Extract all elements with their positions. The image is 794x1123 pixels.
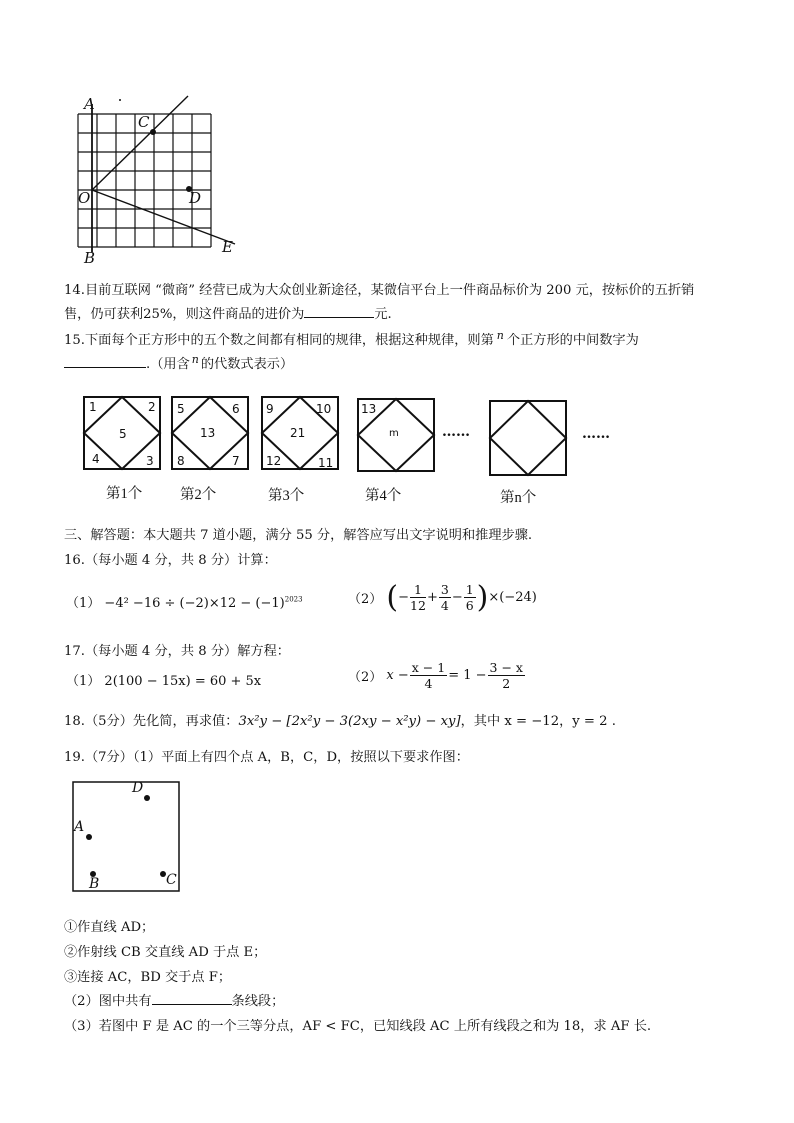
label-D: D [189, 189, 202, 207]
caption-2: 第2个 [180, 487, 217, 503]
q17-p1-expr: 2(100 − 15x) = 60 + 5x [104, 674, 262, 689]
q14-text-a: 售，仍可获利25%，则这件商品的进价为 [64, 307, 305, 322]
q15-line1 [64, 329, 639, 348]
q16-f1n: 1 [410, 582, 426, 598]
caption-1: 第1个 [106, 486, 143, 502]
q14-answer-blank[interactable] [304, 303, 374, 318]
q15-line2 [64, 353, 293, 372]
q17-p2-label: （2） [348, 670, 383, 685]
q19-label-D: D [132, 780, 144, 796]
sq2-bl: 8 [177, 454, 185, 468]
sq1-br: 3 [146, 454, 154, 468]
q16-part2: （2） (− $\frac{1}{12}$ + $\frac{3}{4}$ − $\frac{1}{6}$ )×(−24) [348, 580, 537, 615]
q18-prefix: 18.（5分）先化简，再求值： [64, 714, 239, 729]
q17-f2n: 3 − x [489, 660, 523, 675]
q17-part1 [66, 670, 261, 689]
sq1-tr: 2 [148, 400, 156, 414]
q16-p1-expr: −4² −16 ÷ (−2)×12 − (−1) [104, 596, 285, 611]
q15-text-c: .（用含 [146, 357, 190, 372]
q19-label-A: A [74, 819, 85, 835]
q19-step1: ①作直线 AD； [64, 920, 155, 935]
sq2-tr: 6 [232, 402, 240, 416]
q16-p2-tail: ×(−24) [488, 590, 537, 605]
sq3-tl: 9 [266, 402, 274, 416]
q15-var-n2: n [191, 353, 199, 366]
sq4-center: m [389, 428, 399, 439]
sq3-center: 21 [290, 426, 306, 440]
section-3-heading: 三、解答题：本大题共 7 道小题，满分 55 分，解答应写出文字说明和推理步骤. [64, 528, 533, 543]
sq2-tl: 5 [177, 402, 185, 416]
label-O: O [78, 189, 91, 207]
label-B: B [84, 249, 96, 267]
q14-text-b: 元. [374, 307, 392, 322]
q16-f1d: 12 [410, 598, 426, 613]
caption-3: 第3个 [268, 488, 305, 504]
sq1-bl: 4 [92, 452, 100, 466]
q17-p2-x: x − [386, 668, 409, 683]
q15-answer-blank[interactable] [64, 353, 146, 368]
sq2-br: 7 [232, 454, 240, 468]
q17-f2d: 2 [502, 676, 511, 691]
sq3-br: 11 [318, 456, 334, 470]
pattern-squares [80, 395, 640, 480]
q16-p1-label: （1） [66, 596, 101, 611]
q19-part3: （3）若图中 F 是 AC 的一个三等分点，AF < FC，已知线段 AC 上所有线段之和为 18，求 AF 长. [64, 1019, 652, 1034]
q16-p2-label: （2） [348, 592, 383, 607]
sq1-tl: 1 [89, 400, 97, 414]
q19-label-C: C [166, 872, 177, 888]
q17-part2 [348, 660, 526, 691]
q15-text-b: 个正方形的中间数字为 [506, 333, 639, 348]
label-E: E [222, 238, 233, 256]
q16-part1 [66, 592, 303, 611]
sq4-tl: 13 [361, 402, 377, 416]
q18-expr: 3x²y − [2x²y − 3(2xy − x²y) − xy] [238, 714, 461, 729]
q15-text-d: 的代数式表示） [200, 357, 294, 372]
caption-4: 第4个 [365, 488, 402, 504]
label-C: C [138, 113, 150, 131]
q16-p1-exp: 2023 [284, 595, 303, 604]
q18-suffix: ，其中 x = −12，y = 2 . [460, 714, 616, 729]
q19-part2 [64, 990, 284, 1009]
q19-title: 19.（7分）（1）平面上有四个点 A，B，C，D，按照以下要求作图： [64, 750, 469, 765]
q19-step2: ②作射线 CB 交直线 AD 于点 E； [64, 945, 267, 960]
q19-step3: ③连接 AC，BD 交于点 F； [64, 970, 232, 985]
sq1-center: 5 [119, 427, 127, 441]
q18-line [64, 710, 616, 729]
caption-n: 第n个 [500, 490, 537, 506]
q15-text-a: 15.下面每个正方形中的五个数之间都有相同的规律，根据这种规律，则第 [64, 333, 494, 348]
ellipsis-1: …… [442, 424, 470, 440]
q14-line1: 14.目前互联网 “微商” 经营已成为大众创业新途径，某微信平台上一件商品标价为 200 元，按标价的五折销 [64, 283, 695, 298]
ellipsis-2: …… [582, 426, 610, 442]
q16-f2d: 4 [440, 598, 449, 613]
sq2-center: 13 [200, 426, 216, 440]
q16-f3d: 6 [465, 598, 474, 613]
q16-f2n: 3 [440, 582, 449, 597]
sq3-bl: 12 [266, 454, 282, 468]
q17-f1d: 4 [424, 676, 433, 691]
q16-f3n: 1 [465, 582, 474, 597]
q16-title: 16.（每小题 4 分，共 8 分）计算： [64, 553, 277, 568]
q19-p2-b: 条线段； [231, 994, 285, 1009]
q19-answer-blank[interactable] [152, 990, 232, 1005]
label-A: A [84, 95, 95, 113]
q19-label-B: B [89, 876, 100, 892]
q14-line2 [64, 303, 392, 322]
q15-var-n: n [496, 329, 504, 342]
sq3-tr: 10 [316, 402, 332, 416]
q17-f1n: x − 1 [411, 660, 446, 675]
q17-p2-mid: = 1 − [448, 668, 487, 683]
q17-title: 17.（每小题 4 分，共 8 分）解方程： [64, 644, 290, 659]
q17-p1-label: （1） [66, 674, 101, 689]
q19-p2-a: （2）图中共有 [64, 994, 152, 1009]
